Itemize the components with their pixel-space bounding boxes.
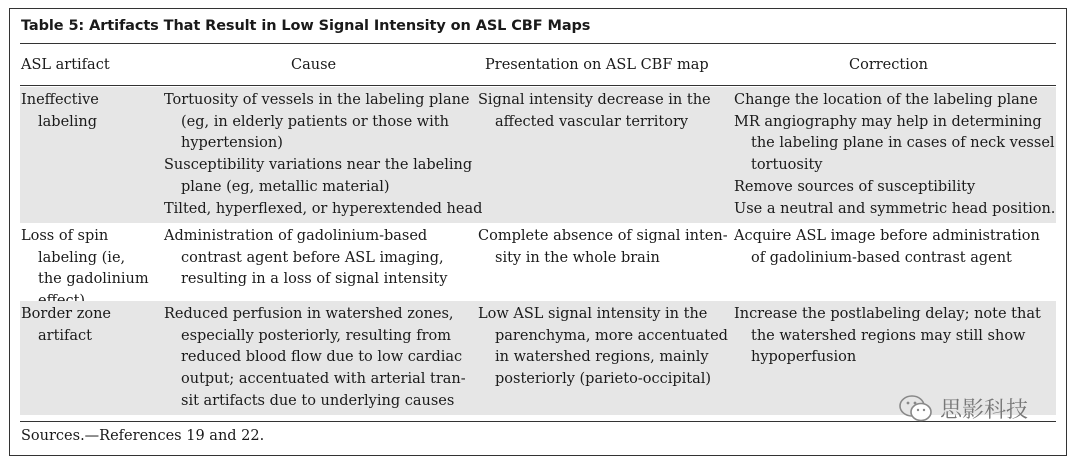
cell-line: MR angiography may help in determining: [734, 113, 1042, 130]
table-title: Table 5: Artifacts That Result in Low Signal Intensity on ASL CBF Maps: [21, 18, 591, 34]
cell-line: Complete absence of signal inten-: [478, 228, 728, 244]
header-presentation: Presentation on ASL CBF map: [485, 57, 709, 73]
cell-line: labeling: [38, 113, 98, 130]
cell-line: Susceptibility variations near the labeling: [164, 157, 473, 174]
artifact-cell: [21, 90, 99, 133]
cell-line: Reduced perfusion in watershed zones,: [164, 306, 454, 322]
table-row: [20, 87, 1056, 223]
cell-line: output; accentuated with arterial tran-: [181, 371, 466, 388]
cell-line: tortuosity: [751, 157, 823, 174]
cell-line: Acquire ASL image before administration: [734, 228, 1040, 244]
cell-line: Administration of gadolinium-based: [164, 228, 428, 244]
cell-line: hypertension): [181, 135, 283, 152]
cause-cell: [164, 90, 482, 220]
header-asl-artifact: ASL artifact: [21, 57, 110, 73]
cell-line: artifact: [38, 327, 92, 344]
presentation-cell: [478, 304, 728, 391]
cell-line: plane (eg, metallic material): [181, 178, 390, 195]
cell-line: especially posteriorly, resulting from: [181, 327, 451, 344]
cause-cell: [164, 304, 466, 413]
table-row: [20, 223, 1056, 301]
correction-cell: [734, 90, 1055, 220]
artifact-cell: [21, 304, 111, 347]
artifact-cell: [21, 226, 149, 313]
cell-line: affected vascular territory: [495, 113, 689, 130]
presentation-cell: [478, 226, 728, 269]
cell-line: in watershed regions, mainly: [495, 349, 709, 366]
correction-cell: [734, 304, 1041, 369]
cell-line: resulting in a loss of signal intensity: [181, 271, 448, 288]
cell-line: Increase the postlabeling delay; note that: [734, 306, 1041, 322]
cell-line: sit artifacts due to underlying causes: [181, 392, 455, 409]
cell-line: labeling (ie,: [38, 249, 126, 266]
correction-cell: [734, 226, 1040, 269]
cell-line: Loss of spin: [21, 228, 109, 244]
cell-line: sity in the whole brain: [495, 249, 660, 266]
header-correction: Correction: [849, 57, 928, 73]
watermark-text: 思影科技: [940, 398, 1029, 423]
header-cause: Cause: [291, 57, 337, 73]
cell-line: Signal intensity decrease in the: [478, 92, 711, 108]
header-rule: [20, 85, 1056, 86]
cell-line: hypoperfusion: [751, 349, 857, 366]
table-frame: [9, 8, 1067, 456]
watermark: [898, 393, 1028, 424]
cell-line: Low ASL signal intensity in the: [478, 306, 708, 322]
cause-cell: [164, 226, 447, 291]
cell-line: Tortuosity of vessels in the labeling plane: [164, 92, 470, 108]
wechat-icon: [898, 394, 934, 424]
presentation-cell: [478, 90, 711, 133]
cell-line: Ineffective: [21, 92, 99, 108]
cell-line: Use a neutral and symmetric head position.: [734, 200, 1056, 217]
cell-line: Remove sources of susceptibility: [734, 178, 976, 195]
cell-line: contrast agent before ASL imaging,: [181, 249, 444, 266]
cell-line: Border zone: [21, 306, 112, 322]
cell-line: (eg, in elderly patients or those with: [181, 113, 449, 130]
cell-line: the gadolinium: [38, 271, 149, 288]
cell-line: Tilted, hyperflexed, or hyperextended head: [164, 200, 483, 217]
cell-line: reduced blood flow due to low cardiac: [181, 349, 463, 366]
sources-note: Sources.—References 19 and 22.: [21, 428, 265, 444]
cell-line: parenchyma, more accentuated: [495, 327, 728, 344]
cell-line: the watershed regions may still show: [751, 327, 1026, 344]
cell-line: posteriorly (parieto-occipital): [495, 371, 712, 388]
cell-line: the labeling plane in cases of neck vessel: [751, 135, 1055, 152]
cell-line: Change the location of the labeling plane: [734, 92, 1038, 108]
title-rule: [20, 43, 1056, 44]
cell-line: of gadolinium-based contrast agent: [751, 249, 1012, 266]
